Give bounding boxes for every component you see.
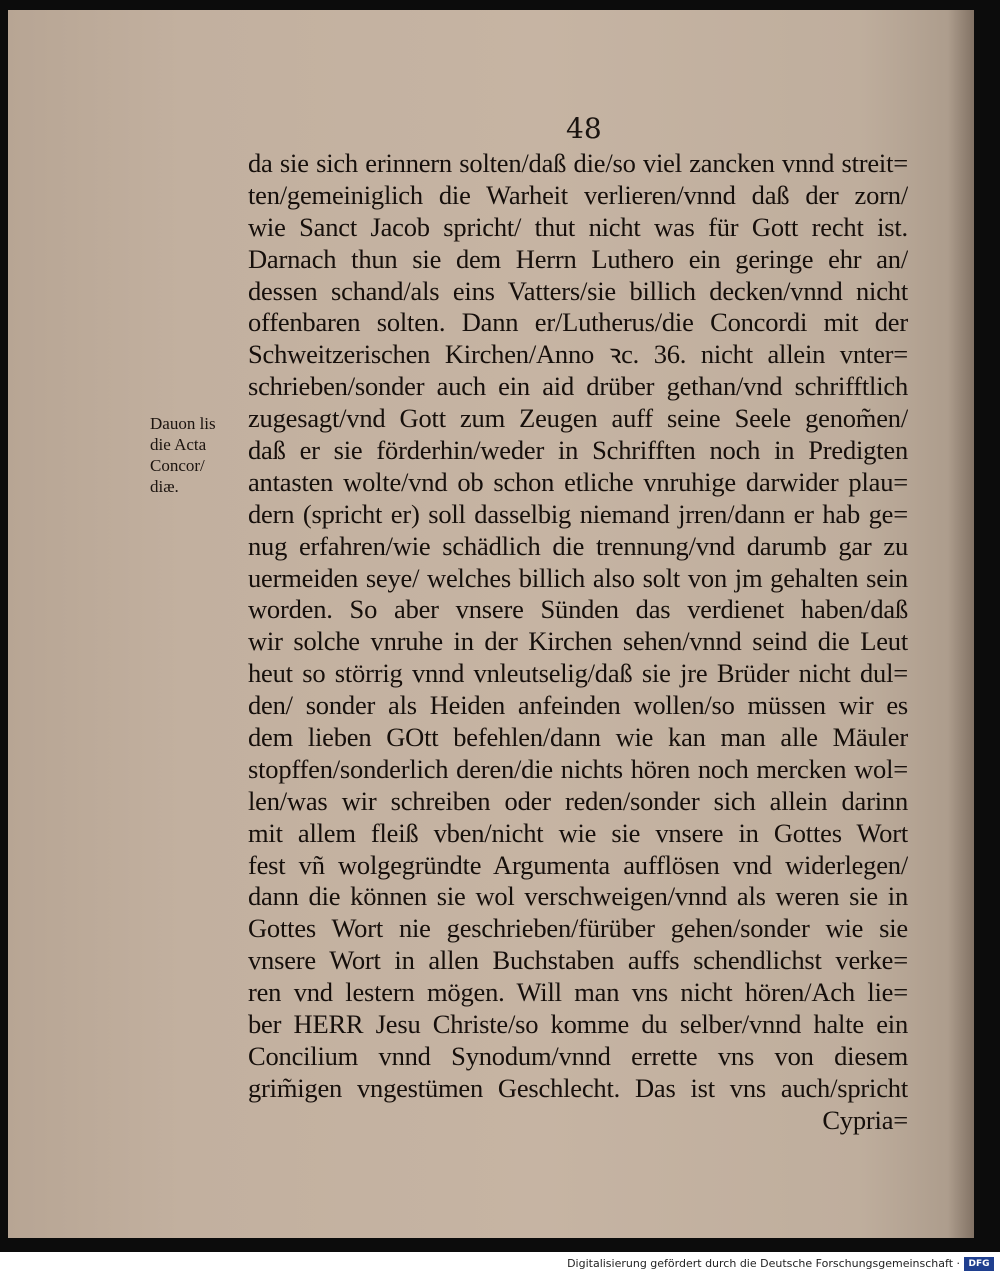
text-line: uermeiden seye/ welches billich also solt von jm gehalten sein (248, 562, 908, 593)
text-line: ren vnd lestern mögen. Will man vns nicht hören/Ach lie= (248, 977, 908, 1008)
text-line: Gottes Wort nie geschrieben/fürüber gehen/sonder wie sie (248, 913, 908, 944)
text-line: dem lieben GOtt befehlen/dann wie kan man alle Mäuler (248, 722, 908, 753)
text-line: len/was wir schreiben oder reden/sonder sich allein darinn (248, 785, 908, 816)
text-line: mit allem fleiß vben/nicht wie sie vnsere in Gottes Wort (248, 817, 908, 848)
funding-notice: Digitalisierung gefördert durch die Deutsche Forschungsgemeinschaft · (567, 1257, 960, 1270)
text-line: wie Sanct Jacob spricht/ thut nicht was für Gott recht ist. (248, 211, 908, 242)
marginal-note-line: die Acta (150, 435, 207, 454)
text-line: ten/gemeiniglich die Warheit verlieren/vnnd daß der zorn/ (248, 179, 908, 210)
body-text (248, 148, 908, 1137)
text-line: zugesagt/vnd Gott zum Zeugen auff seine Seele genom̃en/ (248, 403, 908, 434)
text-line: wir solche vnruhe in der Kirchen sehen/vnnd seind die Leut (248, 626, 908, 657)
text-line: stopffen/sonderlich deren/die nichts hören noch mercken wol= (248, 753, 908, 784)
text-line: dessen schand/als eins Vatters/sie billich decken/vnnd nicht (248, 275, 908, 306)
text-line: daß er sie förderhin/weder in Schrifften noch in Predigten (248, 435, 908, 466)
text-line: worden. So aber vnsere Sünden das verdienet haben/daß (248, 594, 908, 625)
text-line: den/ sonder als Heiden anfeinden wollen/so müssen wir es (248, 690, 908, 721)
text-line: antasten wolte/vnd ob schon etliche vnruhige darwider plau= (248, 466, 908, 497)
text-line: schrieben/sonder auch ein aid drüber gethan/vnd schrifftlich (248, 371, 908, 402)
text-line: da sie sich erinnern solten/daß die/so viel zancken vnnd streit= (248, 148, 908, 178)
book-page (8, 10, 974, 1238)
text-line: heut so störrig vnnd vnleutselig/daß sie jre Brüder nicht dul= (248, 658, 908, 689)
text-line: ber HERR Jesu Christe/so komme du selber/vnnd halte ein (248, 1009, 908, 1040)
text-line: grim̃igen vngestümen Geschlecht. Das ist vns auch/spricht (248, 1072, 908, 1103)
text-line: nug erfahren/wie schädlich die trennung/vnd darumb gar zu (248, 530, 908, 561)
marginal-note-line: Dauon lis (150, 414, 216, 433)
footer-bar (0, 1252, 1000, 1276)
text-line: dann die können sie wol verschweigen/vnnd als weren sie in (248, 881, 908, 912)
text-line: dern (spricht er) soll dasselbig niemand jrren/dann er hab ge= (248, 498, 908, 529)
dfg-logo-icon: DFG (964, 1257, 994, 1271)
text-line: vnsere Wort in allen Buchstaben auffs schendlichst verke= (248, 945, 908, 976)
text-line: Schweitzerischen Kirchen/Anno ꝛc. 36. nicht allein vnter= (248, 339, 908, 370)
spine-shadow (948, 10, 974, 1238)
marginal-note (150, 413, 246, 497)
text-line: offenbaren solten. Dann er/Lutherus/die Concordi mit der (248, 307, 908, 338)
page-number: 48 (566, 112, 602, 145)
text-line: fest vñ wolgegründte Argumenta aufflösen vnd widerlegen/ (248, 849, 908, 880)
text-line: Darnach thun sie dem Herrn Luthero ein geringe ehr an/ (248, 243, 908, 274)
marginal-note-line: diæ. (150, 477, 179, 496)
catchword: Cypria= (822, 1104, 908, 1135)
marginal-note-line: Concor/ (150, 456, 205, 475)
text-line: Concilium vnnd Synodum/vnnd errette vns von diesem (248, 1040, 908, 1071)
